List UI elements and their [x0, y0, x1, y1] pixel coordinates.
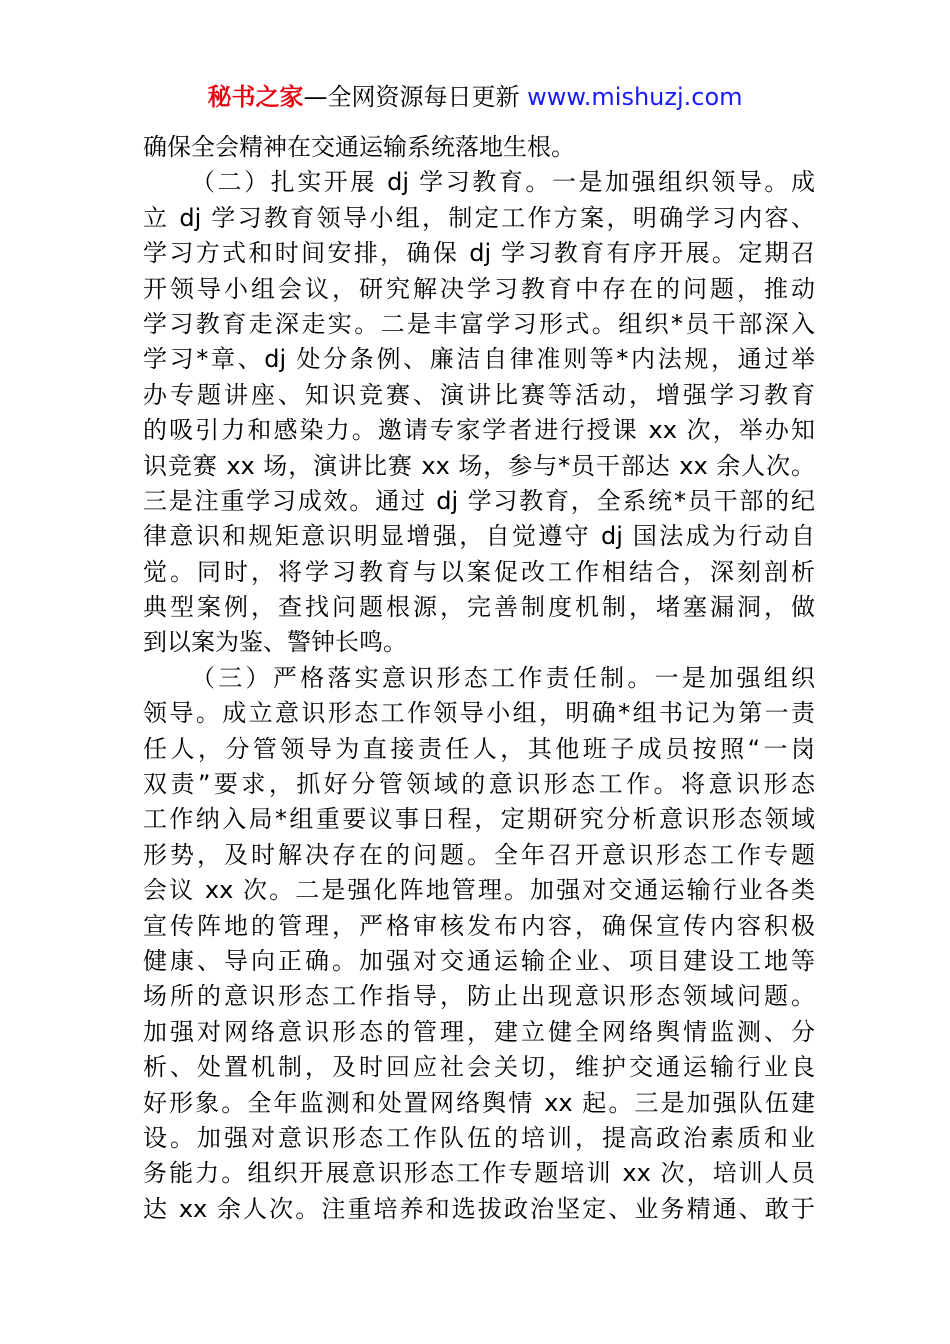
- text-line: （三）严格落实意识形态工作责任制。一是加强组织: [191, 663, 815, 692]
- text-line: 立 dj 学习教育领导小组，制定工作方案，明确学习内容、: [143, 203, 815, 232]
- text-line: 健康、导向正确。加强对交通运输企业、项目建设工地等: [143, 946, 815, 975]
- text-line: 三是注重学习成效。通过 dj 学习教育，全系统*员干部的纪: [143, 486, 815, 515]
- text-line: 识竞赛 xx 场，演讲比赛 xx 场，参与*员干部达 xx 余人次。: [143, 451, 815, 480]
- text-line: 律意识和规矩意识明显增强，自觉遵守 dj 国法成为行动自: [143, 522, 815, 551]
- text-line: 办专题讲座、知识竞赛、演讲比赛等活动，增强学习教育: [143, 380, 815, 409]
- text-line: 任人，分管领导为直接责任人，其他班子成员按照“一岗: [143, 734, 815, 763]
- text-line: 好形象。全年监测和处置网络舆情 xx 起。三是加强队伍建: [143, 1088, 815, 1117]
- text-line: 领导。成立意识形态工作领导小组，明确*组书记为第一责: [143, 699, 815, 728]
- text-line: 宣传阵地的管理，严格审核发布内容，确保宣传内容积极: [143, 911, 815, 940]
- text-line: （二）扎实开展 dj 学习教育。一是加强组织领导。成: [191, 168, 815, 197]
- text-line: 加强对网络意识形态的管理，建立健全网络舆情监测、分: [143, 1017, 815, 1046]
- text-line: 开领导小组会议，研究解决学习教育中存在的问题，推动: [143, 274, 815, 303]
- text-line: 确保全会精神在交通运输系统落地生根。: [143, 133, 575, 161]
- text-line: 到以案为鉴、警钟长鸣。: [143, 628, 407, 657]
- header-tagline: —全网资源每日更新: [303, 83, 520, 111]
- site-url: www.mishuzj.com: [527, 83, 743, 111]
- text-line: 学习方式和时间安排，确保 dj 学习教育有序开展。定期召: [143, 239, 815, 268]
- text-line: 觉。同时，将学习教育与以案促改工作相结合，深刻剖析: [143, 557, 815, 586]
- text-line: 设。加强对意识形态工作队伍的培训，提高政治素质和业: [143, 1123, 815, 1152]
- page-header: [0, 80, 950, 114]
- text-line: 的吸引力和感染力。邀请专家学者进行授课 xx 次，举办知: [143, 416, 815, 445]
- text-line: 工作纳入局*组重要议事日程，定期研究分析意识形态领域: [143, 805, 815, 834]
- text-line: 典型案例，查找问题根源，完善制度机制，堵塞漏洞，做: [143, 593, 815, 622]
- text-line: 务能力。组织开展意识形态工作专题培训 xx 次，培训人员: [143, 1159, 815, 1188]
- text-line: 会议 xx 次。二是强化阵地管理。加强对交通运输行业各类: [143, 876, 815, 905]
- text-line: 场所的意识形态工作指导，防止出现意识形态领域问题。: [143, 982, 815, 1011]
- text-line: 双责”要求，抓好分管领域的意识形态工作。将意识形态: [143, 770, 815, 799]
- brand-name: 秘书之家: [207, 83, 304, 111]
- text-line: 形势，及时解决存在的问题。全年召开意识形态工作专题: [143, 840, 815, 869]
- text-line: 达 xx 余人次。注重培养和选拔政治坚定、业务精通、敢于: [143, 1194, 815, 1223]
- text-line: 学习*章、dj 处分条例、廉洁自律准则等*内法规，通过举: [143, 345, 815, 374]
- document-body: [143, 130, 815, 1227]
- text-line: 学习教育走深走实。二是丰富学习形式。组织*员干部深入: [143, 309, 815, 338]
- text-line: 析、处置机制，及时回应社会关切，维护交通运输行业良: [143, 1053, 815, 1082]
